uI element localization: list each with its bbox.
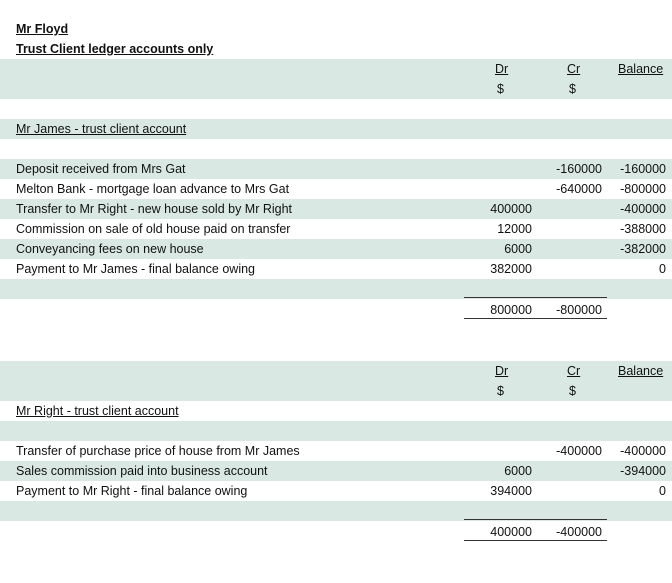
column-header-row (0, 361, 672, 381)
total-double-rule (464, 318, 607, 319)
totals-row (0, 300, 672, 320)
row-label: Payment to Mr Right - final balance owing (16, 484, 248, 498)
row-dr: 394000 (490, 484, 532, 498)
row-balance: -400000 (620, 202, 666, 216)
total-rule (464, 297, 607, 298)
cr-currency: $ (569, 384, 576, 398)
table-row (0, 441, 672, 461)
dr-currency: $ (497, 384, 504, 398)
row-label: Transfer to Mr Right - new house sold by Mr Right (16, 202, 293, 216)
row-dr: 6000 (504, 242, 532, 256)
row-label: Sales commission paid into business account (16, 464, 268, 478)
title-row (0, 19, 672, 39)
account-name-james: Mr James - trust client account (16, 122, 187, 136)
table-row (0, 219, 672, 239)
row-label: Payment to Mr James - final balance owing (16, 262, 255, 276)
row-label: Melton Bank - mortgage loan advance to Mrs Gat (16, 182, 290, 196)
dr-header: Dr (495, 62, 509, 76)
row-cr: -640000 (556, 182, 602, 196)
row-dr: 400000 (490, 202, 532, 216)
row-dr: 12000 (497, 222, 532, 236)
total-rule (464, 519, 607, 520)
table-row (0, 259, 672, 279)
balance-header: Balance (618, 364, 664, 378)
account-name-row (0, 119, 672, 139)
spacer-row (0, 139, 672, 159)
row-balance: 0 (659, 262, 666, 276)
currency-row (0, 79, 672, 99)
currency-row (0, 381, 672, 401)
table-row (0, 179, 672, 199)
total-cr: -800000 (556, 303, 602, 317)
table-row (0, 461, 672, 481)
row-balance: -388000 (620, 222, 666, 236)
total-cr: -400000 (556, 525, 602, 539)
row-balance: -400000 (620, 444, 666, 458)
totals-row (0, 522, 672, 542)
row-dr: 6000 (504, 464, 532, 478)
dr-header: Dr (495, 364, 509, 378)
table-row (0, 159, 672, 179)
subtitle-row (0, 39, 672, 59)
spacer-row (0, 421, 672, 441)
row-balance: 0 (659, 484, 666, 498)
page-subtitle: Trust Client ledger accounts only (16, 42, 214, 56)
account-name-row (0, 401, 672, 421)
row-label: Conveyancing fees on new house (16, 242, 204, 256)
table-row (0, 481, 672, 501)
balance-header: Balance (618, 62, 664, 76)
row-cr: -160000 (556, 162, 602, 176)
page-title: Mr Floyd (16, 22, 69, 36)
cr-currency: $ (569, 82, 576, 96)
table-row (0, 239, 672, 259)
table-row (0, 199, 672, 219)
cr-header: Cr (567, 364, 581, 378)
row-cr: -400000 (556, 444, 602, 458)
row-label: Deposit received from Mrs Gat (16, 162, 186, 176)
column-header-row (0, 59, 672, 79)
cr-header: Cr (567, 62, 581, 76)
dr-currency: $ (497, 82, 504, 96)
row-balance: -382000 (620, 242, 666, 256)
total-dr: 400000 (490, 525, 532, 539)
row-label: Transfer of purchase price of house from Mr James (16, 444, 300, 458)
total-dr: 800000 (490, 303, 532, 317)
row-balance: -800000 (620, 182, 666, 196)
total-double-rule (464, 540, 607, 541)
spacer-row (0, 279, 672, 299)
spacer-row (0, 99, 672, 119)
row-balance: -394000 (620, 464, 666, 478)
row-balance: -160000 (620, 162, 666, 176)
row-dr: 382000 (490, 262, 532, 276)
account-name-right: Mr Right - trust client account (16, 404, 179, 418)
spacer-row (0, 501, 672, 521)
row-label: Commission on sale of old house paid on transfer (16, 222, 291, 236)
